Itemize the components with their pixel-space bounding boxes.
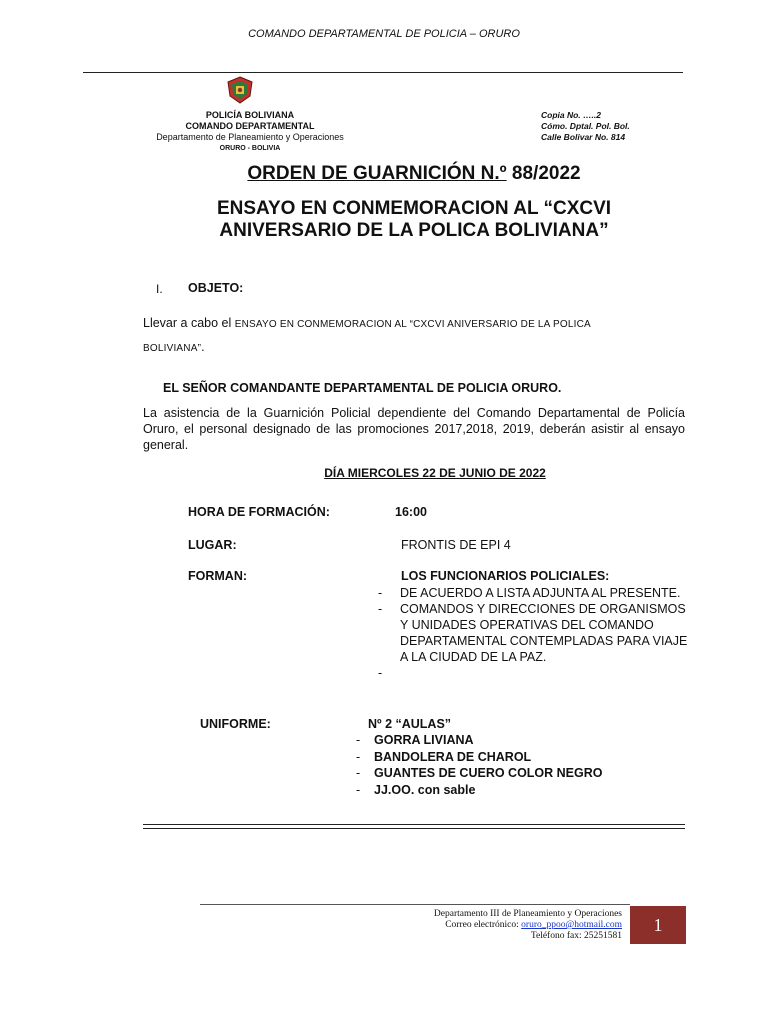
objective-caps-1: ENSAYO EN CONMEMORACION AL “CXCVI ANIVERSARIO DE LA POLICA xyxy=(234,319,591,330)
copy-office: Cómo. Dptal. Pol. Bol. xyxy=(541,121,630,131)
forman-item-1: DE ACUERDO A LISTA ADJUNTA AL PRESENTE. xyxy=(400,586,681,600)
objective-text xyxy=(143,312,703,360)
page-number: 1 xyxy=(653,914,663,935)
org-line-1: POLICÍA BOLIVIANA xyxy=(205,110,295,120)
document-header: COMANDO DEPARTAMENTAL DE POLICIA – ORURO xyxy=(248,28,520,40)
order-subject-line-2: ANIVERSARIO DE LA POLICA BOLIVIANA” xyxy=(219,220,609,241)
objective-end: . xyxy=(201,340,205,354)
order-subject-line-1: ENSAYO EN CONMEMORACION AL “CXCVI xyxy=(216,198,612,219)
uniforme-list xyxy=(356,732,603,798)
attendance-paragraph: La asistencia de la Guarnición Policial dependiente del Comando Departamental de Policía Oruro, el personal designado de las promociones 2017,2018, 2019, deberán asistir al ensayo general. xyxy=(143,406,685,452)
uniforme-item-2: BANDOLERA DE CHAROL xyxy=(374,749,532,764)
police-crest-logo xyxy=(225,76,255,104)
footer-phone: Teléfono fax: 25251581 xyxy=(530,931,622,941)
hora-value: 16:00 xyxy=(395,505,427,519)
forman-list xyxy=(378,585,690,681)
bottom-divider-thick xyxy=(143,824,685,825)
footer-department: Departamento III de Planeamiento y Operaciones xyxy=(433,909,622,919)
footer-block xyxy=(350,909,622,942)
list-dash: - xyxy=(378,602,383,616)
section-number: I. xyxy=(156,282,163,296)
list-dash: - xyxy=(356,766,361,780)
order-title-text: ORDEN DE GUARNICIÓN N.º xyxy=(247,163,507,184)
list-item xyxy=(378,585,690,601)
list-item xyxy=(356,732,603,749)
list-dash: - xyxy=(356,782,361,797)
lugar-label: LUGAR: xyxy=(188,538,237,552)
objective-start: Llevar a cabo el xyxy=(143,316,235,330)
organization-block xyxy=(140,110,360,154)
objective-caps-2: BOLIVIANA” xyxy=(143,343,202,354)
page-number-box xyxy=(630,906,686,944)
commander-line: EL SEÑOR COMANDANTE DEPARTAMENTAL DE POLICIA ORURO. xyxy=(163,381,562,395)
list-item xyxy=(356,749,603,766)
list-item xyxy=(356,782,603,799)
org-line-4: ORURO - BOLIVIA xyxy=(219,145,281,152)
list-dash: - xyxy=(378,666,383,680)
uniforme-heading: Nº 2 “AULAS” xyxy=(368,717,452,731)
order-title xyxy=(0,163,768,185)
org-line-3: Departamento de Planeamiento y Operaciones xyxy=(156,132,344,142)
event-date: DÍA MIERCOLES 22 DE JUNIO DE 2022 xyxy=(324,466,546,480)
lugar-value: FRONTIS DE EPI 4 xyxy=(401,538,511,552)
order-subject xyxy=(150,198,678,242)
list-item xyxy=(378,665,690,681)
copy-number: Copia No. …..2 xyxy=(541,110,601,120)
hora-label: HORA DE FORMACIÓN: xyxy=(188,505,330,519)
copy-address: Calle Bolivar No. 814 xyxy=(541,132,626,142)
section-label: OBJETO: xyxy=(188,281,244,295)
forman-label: FORMAN: xyxy=(188,569,248,583)
order-number: 88/2022 xyxy=(506,163,581,184)
forman-item-2: COMANDOS Y DIRECCIONES DE ORGANISMOS Y UNIDADES OPERATIVAS DEL COMANDO DEPARTAMENTAL CONTEMPLADAS PARA VIAJE A LA CIUDAD DE LA PAZ. xyxy=(400,602,688,664)
list-item xyxy=(356,765,603,782)
copy-info-block xyxy=(541,110,630,143)
uniforme-item-1: GORRA LIVIANA xyxy=(374,733,474,747)
uniforme-item-4: JJ.OO. con sable xyxy=(374,782,476,797)
footer-divider xyxy=(200,904,630,905)
list-item xyxy=(378,601,690,665)
forman-heading: LOS FUNCIONARIOS POLICIALES: xyxy=(401,569,610,583)
org-line-2: COMANDO DEPARTAMENTAL xyxy=(185,121,315,131)
list-dash: - xyxy=(356,749,361,764)
list-dash: - xyxy=(356,733,361,747)
uniforme-item-3: GUANTES DE CUERO COLOR NEGRO xyxy=(374,766,603,780)
bottom-divider-thin xyxy=(143,828,685,829)
uniforme-label: UNIFORME: xyxy=(200,717,271,731)
header-divider xyxy=(83,72,683,73)
footer-email-label: Correo electrónico: xyxy=(445,920,522,930)
footer-email-link[interactable]: oruro_ppoo@hotmail.com xyxy=(521,920,622,930)
list-dash: - xyxy=(378,586,383,600)
footer-email-line xyxy=(350,920,622,931)
